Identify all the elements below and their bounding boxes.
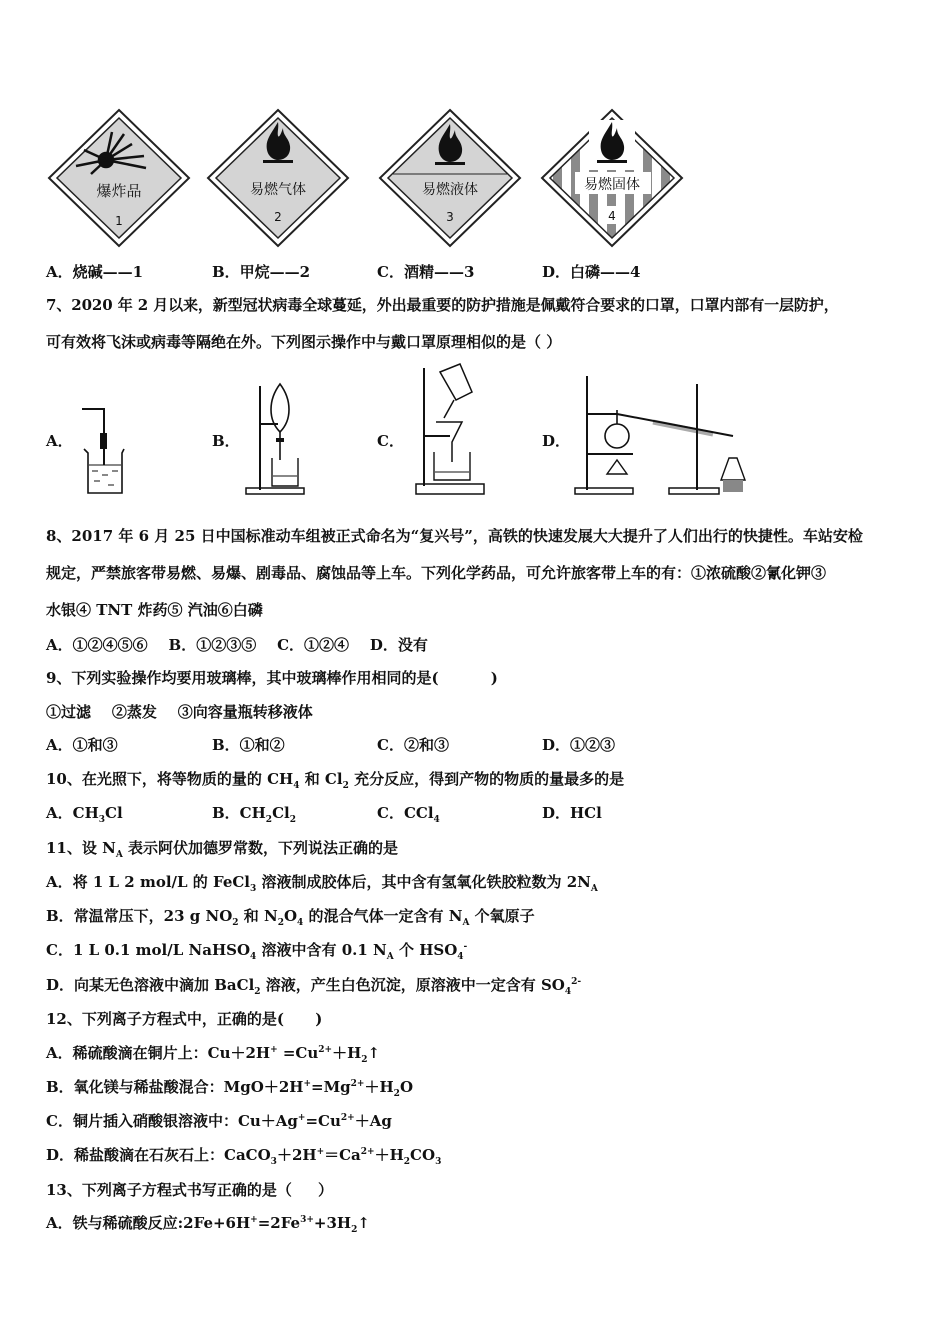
q12-option-a: A．稀硫酸滴在铜片上：$Cu+2H^+ =Cu^{2+}+H_2↑$ xyxy=(46,1044,381,1065)
q10-option-c: C．CCl$_4$ xyxy=(377,804,440,825)
q11-option-d: D．向某无色溶液中滴加 BaCl$_2$ 溶液，产生白色沉淀，原溶液中一定含有 $SO_4^{2-}$ xyxy=(46,976,582,997)
sign-number: 2 xyxy=(274,210,282,224)
q9-option-b: B．①和② xyxy=(212,736,285,754)
q12-stem: 12、下列离子方程式中，正确的是( ) xyxy=(46,1010,323,1028)
q6-option-c: C．酒精——3 xyxy=(377,263,475,281)
q9-option-d: D．①②③ xyxy=(542,736,616,754)
q12-option-c: C．铜片插入硝酸银溶液中：$Cu+Ag^+=Cu^{2+}+Ag$ xyxy=(46,1112,392,1130)
q9-items: ①过滤 ②蒸发 ③向容量瓶转移液体 xyxy=(46,703,313,721)
apparatus-b-separatory-funnel xyxy=(242,380,306,500)
sign-label: 易燃气体 xyxy=(250,182,306,198)
sign-flammable-liquid xyxy=(377,108,523,248)
q12-option-d: D．稀盐酸滴在石灰石上：$CaCO_3+2H^+=Ca^{2+}+H_2CO_3$ xyxy=(46,1146,442,1167)
q7-letter-b: B． xyxy=(212,432,240,450)
apparatus-d-distillation xyxy=(573,374,765,502)
q9-stem: 9、下列实验操作均要用玻璃棒，其中玻璃棒作用相同的是( ) xyxy=(46,669,498,687)
q7-stem-line2: 可有效将飞沫或病毒等隔绝在外。下列图示操作中与戴口罩原理相似的是（ ） xyxy=(46,333,562,351)
sign-label: 易燃液体 xyxy=(422,182,478,198)
q7-letter-d: D． xyxy=(542,432,571,450)
sign-flammable-gas xyxy=(205,108,351,248)
sign-flammable-solid xyxy=(539,108,685,248)
q9-option-a: A．①和③ xyxy=(46,736,118,754)
q10-stem: 10、在光照下，将等物质的量的 $CH_4$ 和 $Cl_2$ 充分反应，得到产物的物质的量最多的是 xyxy=(46,770,625,791)
q6-option-d: D．白磷——4 xyxy=(542,263,641,281)
q13-stem: 13、下列离子方程式书写正确的是（ ） xyxy=(46,1181,333,1199)
apparatus-a-beaker xyxy=(78,405,128,501)
q6-option-b: B．甲烷——2 xyxy=(212,263,311,281)
q10-option-b: B．$CH_2Cl_2$ xyxy=(212,804,296,825)
sign-number: 4 xyxy=(608,209,616,223)
q7-stem-line1: 7、2020 年 2 月以来，新型冠状病毒全球蔓延，外出最重要的防护措施是佩戴符合要求的口罩，口罩内部有一层防护， xyxy=(46,296,839,314)
q6-option-a: A．烧碱——1 xyxy=(46,263,144,281)
q11-stem: 11、设 $N_A$ 表示阿伏加德罗常数，下列说法正确的是 xyxy=(46,839,399,860)
q8-options: A．①②④⑤⑥ B．①②③⑤ C．①②④ D．没有 xyxy=(46,636,428,654)
q7-letter-c: C． xyxy=(377,432,404,450)
apparatus-c-filtration xyxy=(414,362,486,502)
sign-number: 1 xyxy=(115,214,123,228)
q12-option-b: B．氧化镁与稀盐酸混合：$MgO+2H^+=Mg^{2+}+H_2O$ xyxy=(46,1078,414,1099)
q10-option-d: D．HCl xyxy=(542,804,602,822)
sign-label: 易燃固体 xyxy=(584,177,640,193)
q9-option-c: C．②和③ xyxy=(377,736,449,754)
q11-option-c: C．1 L 0.1 mol/L NaHSO$_4$ 溶液中含有 0.1 $N_A$ 个 $HSO_4^-$ xyxy=(46,941,468,962)
sign-explosive xyxy=(46,108,192,248)
sign-label: 爆炸品 xyxy=(96,182,142,200)
q11-option-a: A．将 1 L 2 mol/L 的 FeCl$_3$ 溶液制成胶体后，其中含有氢氧化铁胶粒数为 $2N_A$ xyxy=(46,873,598,894)
q13-option-a: A．铁与稀硫酸反应$:2Fe+6H^+=2Fe^{3+}+3H_2↑$ xyxy=(46,1214,370,1235)
q8-stem-line1: 8、2017 年 6 月 25 日中国标准动车组被正式命名为“复兴号”，高铁的快速发展大大提升了人们出行的快捷性。车站安检 xyxy=(46,527,863,545)
q8-stem-line3: 水银④ TNT 炸药⑤ 汽油⑥白磷 xyxy=(46,601,263,619)
q7-letter-a: A． xyxy=(46,432,73,450)
q11-option-b: B．常温常压下，23 g $NO_2$ 和 $N_2O_4$ 的混合气体一定含有 $N_A$ 个氧原子 xyxy=(46,907,535,928)
q10-option-a: A．$CH_3Cl$ xyxy=(46,804,123,825)
q8-stem-line2: 规定，严禁旅客带易燃、易爆、剧毒品、腐蚀品等上车。下列化学药品，可允许旅客带上车的有：①浓硫酸②氰化钾③ xyxy=(46,564,827,582)
sign-number: 3 xyxy=(446,210,454,224)
